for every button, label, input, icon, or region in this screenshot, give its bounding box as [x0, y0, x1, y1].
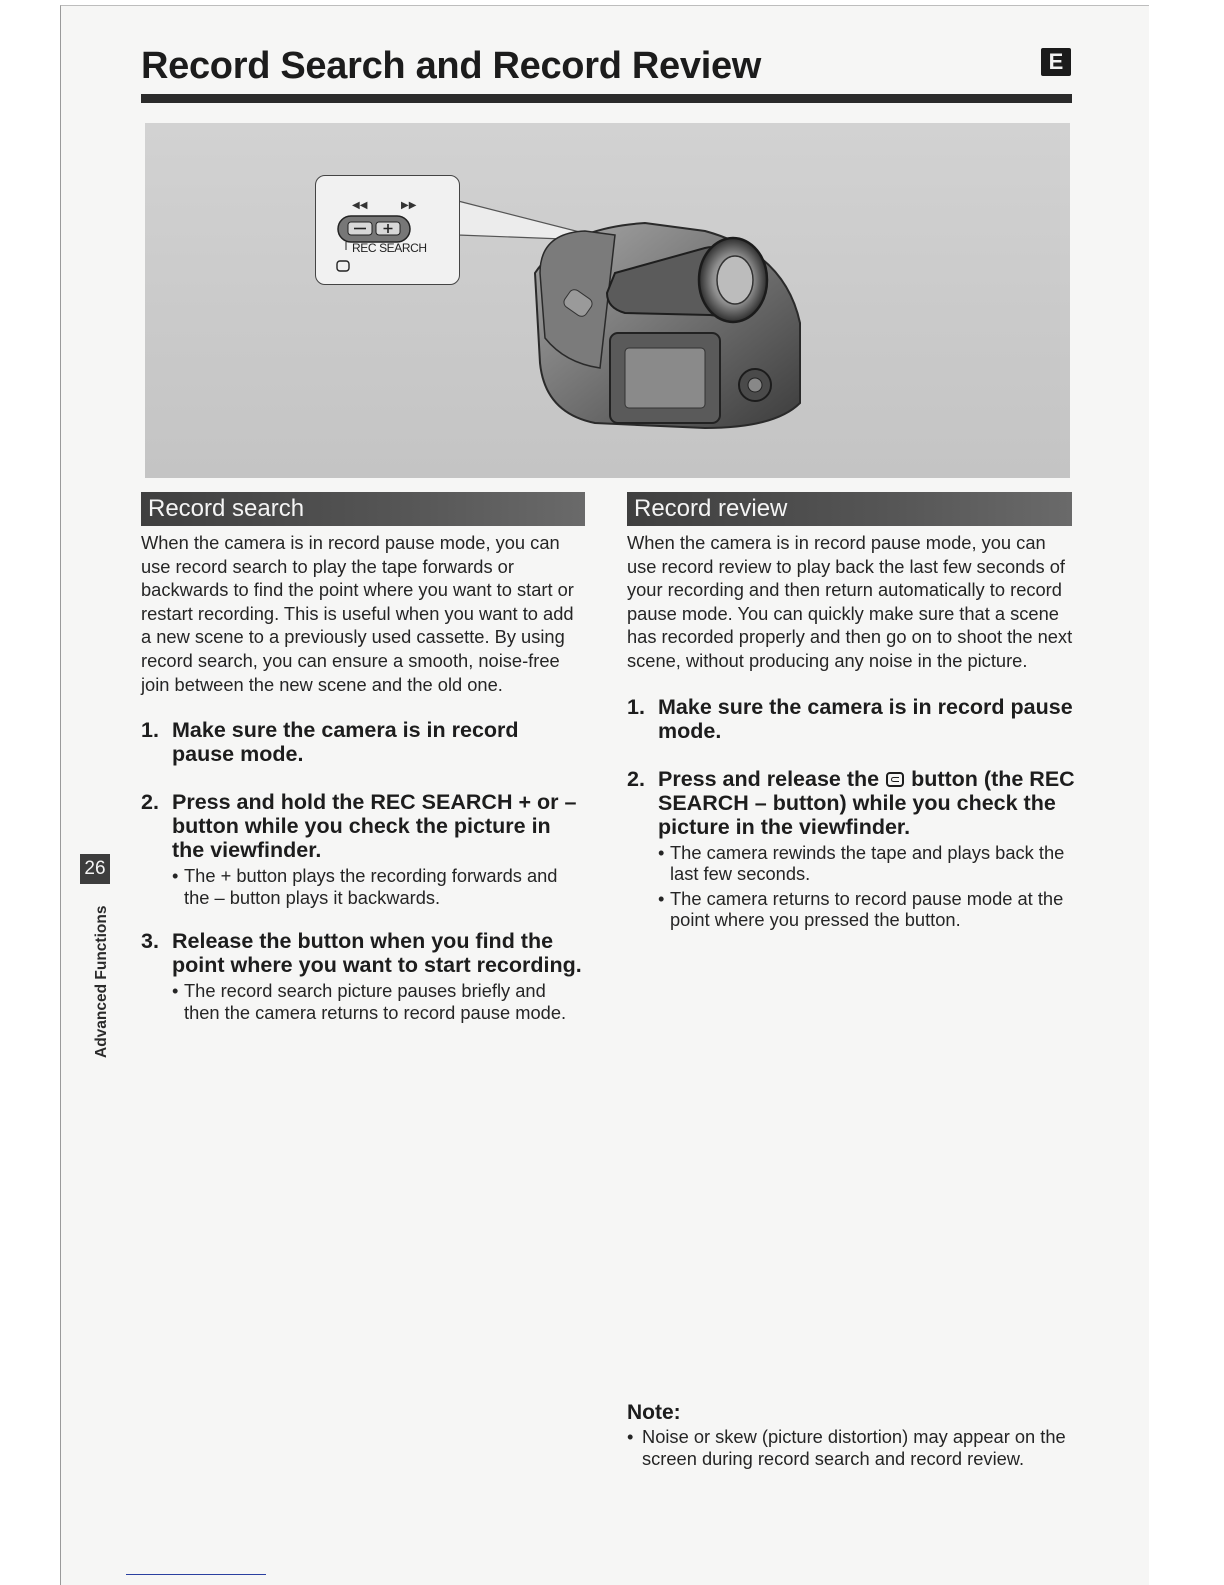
page-title: Record Search and Record Review [141, 45, 762, 87]
record-review-step-1 [627, 695, 1075, 743]
bottom-rule [126, 1574, 266, 1575]
record-search-intro: When the camera is in record pause mode, you can use record search to play the tape forwards or backwards to find the point where you want to start or restart recording. This is useful when you want to add a new scene to a previously used cassette. By using record search, you can ensure a smooth, noise-free join between the new scene and the old one. [141, 532, 574, 695]
step-text [658, 767, 1075, 839]
bullet-text: The camera returns to record pause mode at the point where you pressed the button. [670, 887, 1064, 931]
step-number: 3. [141, 929, 159, 954]
side-panel-inner [625, 348, 705, 408]
bullet-dot: • [658, 887, 665, 909]
bullet-text: The + button plays the recording forwards and the – button plays it backwards. [184, 865, 558, 908]
step-text-before: Press and release the [658, 766, 880, 791]
title-rule [141, 94, 1072, 103]
record-search-step-3 [141, 929, 586, 1023]
rewind-symbol: ◀◀ [352, 200, 368, 211]
step-bullet [172, 865, 586, 908]
bullet-dot: • [627, 1426, 634, 1447]
language-badge: E [1041, 48, 1071, 76]
rec-search-buttons [316, 176, 459, 284]
step-number: 2. [141, 790, 159, 815]
record-review-section [627, 531, 1075, 931]
step-text: Release the button when you find the point where you want to start recording. [172, 929, 582, 978]
note-title: Note: [627, 1401, 681, 1424]
record-search-step-1 [141, 718, 586, 766]
bullet-dot: • [658, 841, 665, 863]
record-review-step-2 [627, 767, 1075, 931]
step-bullet [658, 842, 1075, 885]
step-bullet [658, 888, 1075, 931]
bullet-dot: • [172, 980, 179, 1002]
page-number-tab: 26 [80, 854, 110, 884]
control-dial-center [748, 378, 762, 392]
camcorder-illustration [145, 123, 1070, 478]
step-text: Make sure the camera is in record pause mode. [658, 694, 1073, 743]
note-body [627, 1426, 1077, 1469]
step-number: 1. [141, 718, 159, 743]
record-review-heading: Record review [627, 492, 1072, 526]
bullet-dot: • [172, 865, 179, 887]
bullet-text: The camera rewinds the tape and plays back the last few seconds. [670, 841, 1065, 885]
rec-search-callout [315, 175, 460, 285]
record-review-icon [886, 772, 904, 787]
step-text: Make sure the camera is in record pause mode. [172, 718, 519, 767]
note-item [627, 1426, 1077, 1469]
record-review-intro: When the camera is in record pause mode, you can use record review to play back the last few seconds of your recording and then return automatically to record pause mode. You can quickly make sure that a scene has recorded properly and then go on to shoot the next scene, without producing any noise in the picture. [627, 532, 1073, 671]
viewfinder-lens [717, 256, 753, 304]
forward-symbol: ▶▶ [401, 200, 417, 211]
step-number: 2. [627, 766, 645, 791]
step-number: 1. [627, 694, 645, 719]
record-search-section [141, 531, 586, 1023]
note-text: Noise or skew (picture distortion) may appear on the screen during record search and record review. [642, 1426, 1066, 1469]
step-text: Press and hold the REC SEARCH + or – button while you check the picture in the viewfinder. [172, 790, 577, 863]
step-text-after: button (the REC SEARCH – button) while you check the picture in the viewfinder. [658, 766, 1075, 839]
record-search-heading: Record search [141, 492, 585, 526]
rec-search-label: REC SEARCH [352, 241, 427, 255]
bullet-text: The record search picture pauses briefly and then the camera returns to record pause mode. [184, 980, 567, 1023]
camcorder-drawing [145, 123, 1070, 478]
section-side-label: Advanced Functions [93, 905, 110, 1058]
record-search-step-2 [141, 790, 586, 908]
step-bullet [172, 980, 586, 1023]
record-review-icon [337, 261, 349, 271]
